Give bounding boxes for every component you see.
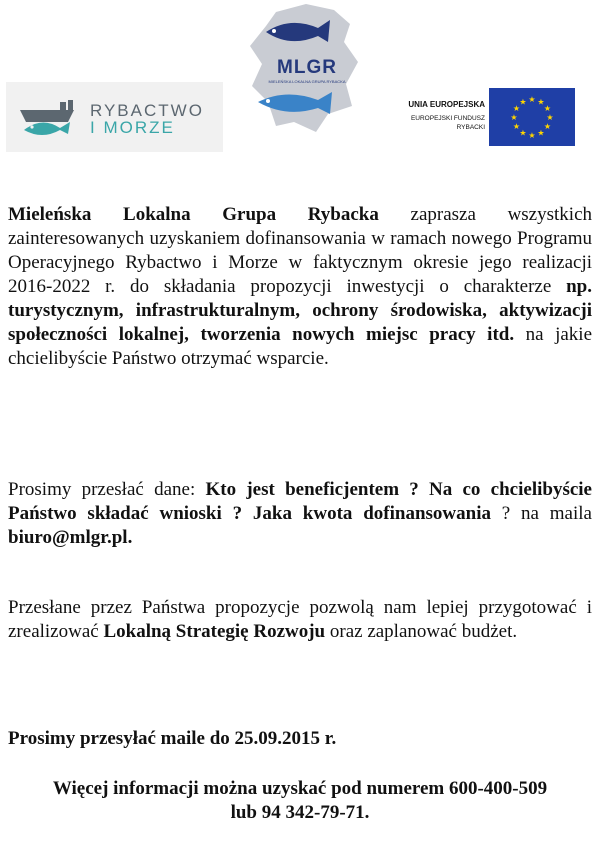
deadline-line: Prosimy przesyłać maile do 25.09.2015 r. bbox=[8, 728, 337, 749]
svg-text:★: ★ bbox=[546, 113, 554, 122]
strategy-name: Lokalną Strategię Rozwoju bbox=[103, 621, 326, 642]
eu-logo-line3: RYBACKI bbox=[456, 124, 485, 131]
fish-boat-icon bbox=[16, 96, 86, 138]
organization-name: Mieleńska Lokalna Grupa Rybacka bbox=[8, 204, 379, 225]
svg-text:★: ★ bbox=[528, 95, 536, 104]
questions: Kto jest beneficjentem ? Na co chcielibyście Państwo składać wnioski ? Jaka kwota dofinansowania bbox=[8, 479, 592, 524]
data-request-paragraph: Prosimy przesłać dane: Kto jest beneficjentem ? Na co chcielibyście Państwo składać wnioski ? Jaka kwota dofinansowania ? na maila biuro@mlgr.pl. bbox=[8, 479, 592, 548]
contact-line2: lub 94 342-79-71. bbox=[230, 802, 370, 823]
svg-text:★: ★ bbox=[512, 104, 521, 113]
svg-text:★: ★ bbox=[543, 122, 552, 131]
eu-logo bbox=[383, 88, 575, 148]
rim-logo-line1: RYBACTWO bbox=[90, 101, 204, 120]
svg-text:★: ★ bbox=[537, 97, 545, 107]
svg-text:★: ★ bbox=[543, 104, 552, 113]
mlgr-logo-title: MLGR bbox=[277, 57, 337, 78]
rybactwo-i-morze-logo bbox=[6, 82, 223, 152]
contact-line1: Więcej informacji można uzyskać pod numerem 600-400-509 bbox=[52, 778, 548, 799]
contact-info bbox=[8, 777, 592, 825]
svg-text:★: ★ bbox=[519, 97, 527, 107]
svg-text:★: ★ bbox=[510, 113, 518, 122]
mlgr-logo-subtitle: MIELEŃSKA LOKALNA GRUPA RYBACKA bbox=[268, 79, 346, 84]
svg-text:★: ★ bbox=[512, 122, 521, 131]
eu-logo-line1: UNIA EUROPEJSKA bbox=[408, 100, 485, 109]
svg-text:★: ★ bbox=[537, 128, 545, 138]
svg-text:★: ★ bbox=[528, 131, 536, 140]
rim-logo-line2: I MORZE bbox=[90, 118, 175, 137]
email-address: biuro@mlgr.pl. bbox=[8, 527, 133, 548]
invitation-paragraph: Mieleńska Lokalna Grupa Rybacka zaprasza wszystkich zainteresowanych uzyskaniem dofinansowania w ramach nowego Programu Operacyjnego Rybactwo i Morze w faktycznym okresie jego realizacji 2016-2022 r. do składania propozycji inwestycji o charakterze np. turystycznym, infrastrukturalnym, ochrony środowiska, aktywizacji społeczności lokalnej, tworzenia nowych miejsc pracy itd. na jakie chcielibyście Państwo otrzymać wsparcie. bbox=[8, 204, 593, 369]
investment-types: np. turystycznym, infrastrukturalnym, ochrony środowiska, aktywizacji społeczności lokalnej, tworzenia nowych miejsc pracy itd. bbox=[8, 276, 592, 345]
strategy-paragraph: Przesłane przez Państwa propozycje pozwolą nam lepiej przygotować i zrealizować Lokalną Strategię Rozwoju oraz zaplanować budżet. bbox=[8, 597, 592, 642]
eu-flag-icon bbox=[489, 88, 575, 146]
eu-logo-line2: EUROPEJSKI FUNDUSZ bbox=[410, 115, 485, 122]
svg-text:★: ★ bbox=[519, 128, 527, 138]
